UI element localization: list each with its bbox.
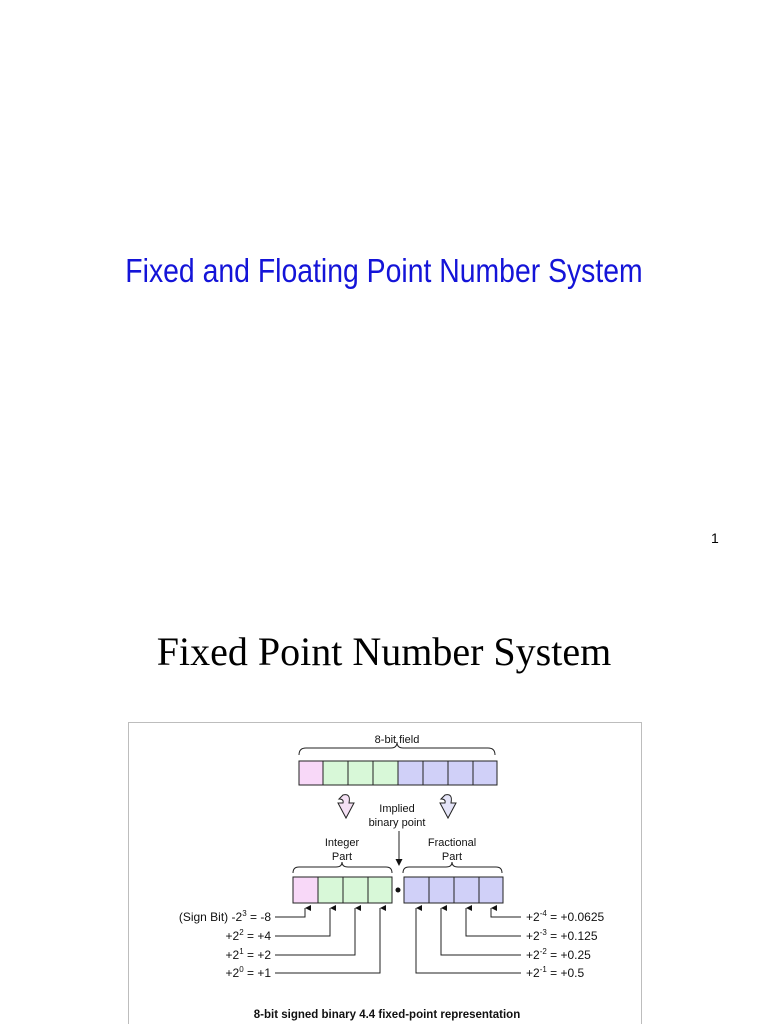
weight-right-1: $+2^{-3} = +0.125$ xyxy=(526,928,598,943)
fixed-point-diagram xyxy=(128,722,642,1024)
integer-label-2: Part xyxy=(331,851,353,863)
frac-bit-3 xyxy=(454,877,479,903)
connector-frac-3 xyxy=(466,908,521,936)
int-bit-2 xyxy=(318,877,343,903)
diagram-canvas xyxy=(129,723,643,1025)
weight-left-0: (Sign Bit) $-2^3 = -8$ xyxy=(178,909,271,924)
integer-register xyxy=(293,877,392,903)
connector-int-2 xyxy=(275,908,330,936)
top-register xyxy=(299,761,497,785)
int-bit-0 xyxy=(368,877,392,903)
right-down-arrow-icon xyxy=(440,795,456,818)
implied-label-1: Implied xyxy=(379,803,415,815)
slide-1-title: Fixed and Floating Point Number System xyxy=(125,252,643,289)
top-bit-2 xyxy=(423,761,448,785)
weight-left-3: $+2^0 = +1$ xyxy=(225,965,271,980)
weight-left-1: $+2^2 = +4$ xyxy=(225,928,271,943)
page-number: 1 xyxy=(711,530,719,546)
int-bit-sign xyxy=(293,877,318,903)
connector-frac-4 xyxy=(491,908,521,917)
fractional-brace xyxy=(403,862,502,873)
frac-bit-4 xyxy=(479,877,503,903)
binary-point-dot xyxy=(396,888,401,893)
slide-2-title: Fixed Point Number System xyxy=(156,629,612,674)
connector-frac-1 xyxy=(416,908,521,973)
top-bit-0 xyxy=(473,761,497,785)
fractional-register xyxy=(404,877,503,903)
integer-label-1: Integer xyxy=(324,837,360,849)
field-brace xyxy=(299,742,495,755)
top-bit-3 xyxy=(398,761,423,785)
right-connectors xyxy=(416,908,521,973)
fractional-label-2: Part xyxy=(441,851,463,863)
top-bit-1 xyxy=(448,761,473,785)
weight-right-0: $+2^{-4} = +0.0625$ xyxy=(526,909,605,924)
left-down-arrow-icon xyxy=(338,795,354,818)
diagram-caption: 8-bit signed binary 4.4 fixed-point representation xyxy=(253,1009,521,1021)
top-bit-4 xyxy=(373,761,398,785)
connector-frac-2 xyxy=(441,908,521,955)
int-bit-1 xyxy=(343,877,368,903)
weight-right-3: $+2^{-1} = +0.5$ xyxy=(526,965,585,980)
field-label: 8-bit field xyxy=(374,734,420,746)
frac-bit-1 xyxy=(404,877,429,903)
fractional-label-1: Fractional xyxy=(427,837,477,849)
left-connectors xyxy=(275,908,380,973)
connector-sign xyxy=(275,908,305,917)
top-bit-6 xyxy=(323,761,348,785)
frac-bit-2 xyxy=(429,877,454,903)
connector-int-0 xyxy=(275,908,380,973)
integer-brace xyxy=(293,862,392,873)
top-bit-7 xyxy=(299,761,323,785)
top-bit-5 xyxy=(348,761,373,785)
connector-int-1 xyxy=(275,908,355,955)
weight-right-2: $+2^{-2} = +0.25$ xyxy=(526,947,591,962)
weight-left-2: $+2^1 = +2$ xyxy=(225,947,271,962)
implied-label-2: binary point xyxy=(368,817,426,829)
